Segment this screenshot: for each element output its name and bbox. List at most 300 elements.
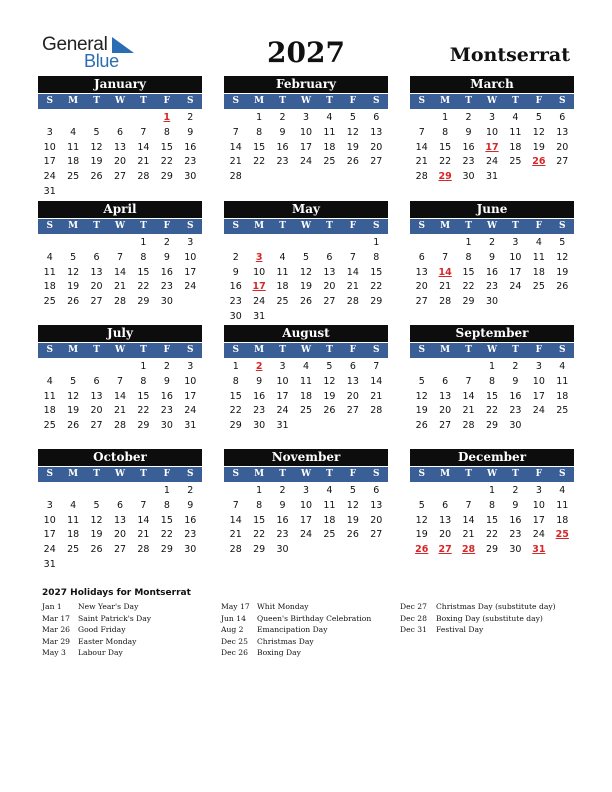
weekday-label: F [163,345,171,355]
weekday-label: T [465,96,472,106]
weekday-label: W [486,345,498,355]
day-cell: 31 [43,185,56,197]
day-cell: 30 [229,310,242,322]
weekday-label: T [326,96,333,106]
empty-cell [433,360,456,375]
weekday-label: W [486,96,498,106]
weekday-label: W [300,96,312,106]
day-cell: 1 [163,485,170,496]
holiday-name: Whit Monday [257,602,309,611]
day-cell: 16 [509,390,522,402]
holiday-name: Saint Patrick's Day [78,613,152,623]
month-header: January [38,76,202,93]
holiday-day: 3 [255,251,263,263]
day-cell: 7 [465,499,472,511]
day-cell: 10 [276,375,289,387]
day-cell: 25 [43,296,56,308]
day-cell: 22 [229,405,242,417]
day-cell: 20 [415,281,428,293]
holiday-day: 14 [438,266,452,278]
logo-blue-text: Blue [84,51,119,71]
holiday-date: Mar 26 [42,625,71,634]
day-cell: 1 [442,112,449,123]
day-cell: 7 [140,499,147,511]
weekday-label: T [93,221,100,231]
day-cell: 18 [323,141,336,153]
day-cell: 15 [485,390,499,402]
weekday-label: M [440,469,451,479]
day-cell: 23 [509,529,522,541]
day-cell: 4 [326,485,333,496]
weekday-label: T [140,469,147,479]
day-cell: 31 [253,310,266,322]
weekday-label: S [559,469,566,479]
day-cell: 15 [462,266,475,278]
day-cell: 9 [279,499,286,511]
weekday-label: F [349,345,357,355]
holiday-day: 17 [252,281,266,293]
day-cell: 7 [232,499,239,511]
empty-cell [224,236,247,251]
holiday-name: Labour Day [78,648,123,657]
day-cell: 6 [116,126,124,138]
day-cell: 12 [346,126,359,138]
day-cell: 25 [323,529,336,541]
day-cell: 24 [253,296,266,308]
empty-cell [132,111,155,126]
weekday-label: F [535,96,543,106]
empty-cell [318,236,341,251]
day-cell: 24 [509,281,522,293]
empty-cell [61,484,84,499]
day-cell: 14 [346,266,359,278]
day-cell: 7 [140,126,147,138]
day-cell: 21 [229,529,242,541]
day-cell: 28 [346,296,359,308]
day-cell: 22 [253,156,266,168]
holiday-day: 28 [461,544,476,556]
day-cell: 1 [140,237,147,248]
holiday-row [400,601,580,613]
day-cell: 7 [373,361,380,372]
day-cell: 4 [70,499,77,511]
day-cell: 16 [184,514,197,526]
holiday-row [221,601,401,613]
day-cell: 14 [113,266,127,278]
empty-cell [224,484,247,499]
holiday-name: Festival Day [436,625,484,634]
month-december [410,449,574,558]
empty-cell [410,111,433,126]
weekday-label: F [535,345,543,355]
day-cell: 13 [556,126,569,138]
empty-cell [85,236,108,251]
weekday-label: S [373,345,380,355]
day-cell: 15 [370,266,383,278]
day-cell: 29 [137,420,150,432]
weekday-label: T [326,221,333,231]
day-cell: 4 [326,112,333,123]
day-cell: 4 [535,237,542,248]
day-grid [224,111,388,185]
day-cell: 24 [276,405,289,417]
day-cell: 15 [137,390,150,402]
month-header: December [410,449,574,466]
day-cell: 2 [279,112,286,123]
holiday-row [42,647,222,659]
day-cell: 20 [439,529,452,541]
day-cell: 27 [370,529,383,541]
day-cell: 10 [184,251,197,263]
day-cell: 19 [415,529,428,541]
day-cell: 1 [140,361,147,372]
weekday-label: F [349,469,357,479]
holiday-name: Good Friday [78,625,126,634]
holiday-name: Easter Monday [78,636,137,646]
empty-cell [224,111,247,126]
day-cell: 14 [229,514,242,526]
weekday-header [224,219,388,234]
empty-cell [108,360,131,375]
empty-cell [410,360,433,375]
day-cell: 19 [346,141,359,153]
weekday-label: M [440,96,451,106]
day-cell: 16 [160,390,173,402]
day-cell: 16 [276,514,289,526]
day-cell: 18 [67,156,80,168]
day-cell: 24 [485,156,499,168]
day-cell: 18 [67,529,80,541]
day-cell: 29 [160,171,173,183]
day-cell: 12 [532,126,545,138]
day-cell: 23 [276,529,289,541]
weekday-label: T [279,345,286,355]
day-cell: 24 [299,156,313,168]
weekday-label: S [46,221,53,231]
day-cell: 18 [276,281,289,293]
day-cell: 29 [370,296,383,308]
day-cell: 20 [113,156,127,168]
day-cell: 14 [113,390,127,402]
day-cell: 18 [299,390,313,402]
empty-cell [85,360,108,375]
day-cell: 7 [232,126,239,138]
day-cell: 11 [43,266,56,278]
weekday-label: S [559,221,566,231]
day-cell: 30 [462,171,475,183]
day-cell: 22 [485,529,499,541]
day-cell: 30 [160,420,173,432]
weekday-header [38,467,202,482]
day-cell: 24 [43,544,56,556]
day-grid [38,236,202,310]
day-cell: 4 [559,361,566,372]
day-cell: 7 [116,375,124,387]
weekday-label: T [512,469,519,479]
weekday-label: M [68,221,79,231]
empty-cell [85,111,108,126]
day-cell: 14 [229,141,242,153]
empty-cell [341,236,364,251]
holiday-row [42,613,222,625]
day-cell: 7 [442,251,449,263]
day-cell: 24 [299,529,313,541]
day-cell: 1 [465,237,472,248]
day-cell: 29 [462,296,475,308]
day-cell: 27 [346,405,359,417]
empty-cell [410,236,433,251]
weekday-label: M [254,469,265,479]
weekday-label: S [46,345,53,355]
day-cell: 16 [160,266,173,278]
weekday-label: T [140,221,147,231]
day-cell: 25 [276,296,289,308]
day-cell: 8 [442,126,449,138]
day-cell: 13 [90,390,103,402]
day-cell: 15 [253,141,266,153]
day-grid [224,360,388,434]
day-cell: 27 [370,156,383,168]
day-cell: 13 [415,266,428,278]
day-cell: 13 [90,266,103,278]
day-cell: 2 [187,485,194,496]
day-cell: 31 [276,420,289,432]
day-cell: 19 [90,529,103,541]
day-cell: 5 [326,361,333,372]
holiday-date: Jun 14 [221,613,246,623]
day-cell: 22 [370,281,383,293]
empty-cell [108,236,131,251]
day-cell: 3 [302,485,310,496]
holiday-column [400,601,580,636]
weekday-label: W [486,469,498,479]
weekday-label: F [163,221,171,231]
day-grid [410,111,574,185]
day-cell: 5 [93,126,100,138]
day-cell: 3 [187,237,194,248]
holiday-day: 27 [438,544,452,556]
day-cell: 13 [370,499,383,511]
weekday-header [38,219,202,234]
day-cell: 31 [485,171,499,183]
weekday-label: S [232,96,239,106]
day-cell: 25 [532,281,545,293]
day-cell: 28 [462,420,475,432]
weekday-label: S [46,469,53,479]
day-cell: 10 [43,514,56,526]
day-cell: 18 [532,266,545,278]
holiday-date: Dec 27 [400,602,427,611]
day-cell: 10 [485,126,499,138]
day-cell: 24 [532,529,545,541]
day-cell: 10 [299,126,313,138]
day-cell: 30 [485,296,499,308]
day-cell: 4 [559,485,566,496]
day-grid [410,360,574,434]
day-cell: 13 [346,375,359,387]
empty-cell [85,484,108,499]
day-cell: 28 [415,171,428,183]
day-cell: 28 [113,420,127,432]
weekday-label: T [326,345,333,355]
weekday-header [224,343,388,358]
weekday-label: M [254,96,265,106]
day-grid [410,236,574,310]
day-cell: 19 [532,141,545,153]
weekday-label: M [440,345,451,355]
day-cell: 20 [113,529,127,541]
day-cell: 18 [323,514,336,526]
day-cell: 22 [485,405,499,417]
day-cell: 5 [535,112,542,123]
day-cell: 25 [556,405,569,417]
day-cell: 28 [137,544,150,556]
month-header: September [410,325,574,342]
day-cell: 2 [512,361,519,372]
holiday-name: New Year's Day [78,602,139,611]
weekday-label: T [279,96,286,106]
day-cell: 21 [462,405,475,417]
day-cell: 2 [187,112,194,123]
empty-cell [38,236,61,251]
day-cell: 2 [465,112,472,123]
day-cell: 23 [184,156,197,168]
weekday-label: W [114,96,126,106]
day-cell: 23 [160,281,173,293]
weekday-label: T [465,345,472,355]
day-cell: 30 [184,544,197,556]
weekday-label: S [559,345,566,355]
day-cell: 27 [113,544,127,556]
day-cell: 9 [256,375,263,387]
day-cell: 25 [509,156,522,168]
weekday-label: T [279,221,286,231]
weekday-label: S [373,96,380,106]
weekday-label: T [326,469,333,479]
weekday-label: F [349,221,357,231]
weekday-label: F [163,96,171,106]
day-cell: 30 [160,296,173,308]
day-cell: 27 [439,420,452,432]
month-july [38,325,202,434]
day-cell: 8 [140,251,147,263]
day-cell: 30 [509,544,522,556]
month-header: June [410,201,574,218]
weekday-header [38,343,202,358]
day-cell: 18 [509,141,522,153]
day-cell: 9 [488,251,496,263]
day-grid [38,111,202,200]
day-cell: 29 [253,544,266,556]
weekday-label: S [187,469,194,479]
day-cell: 12 [90,141,103,153]
day-cell: 6 [373,485,380,496]
day-cell: 18 [556,390,569,402]
day-cell: 19 [67,405,80,417]
weekday-label: S [187,345,194,355]
day-cell: 11 [67,514,80,526]
weekday-label: T [279,469,286,479]
day-cell: 28 [229,171,242,183]
day-cell: 16 [229,281,242,293]
weekday-label: W [114,345,126,355]
day-cell: 8 [163,499,170,511]
day-cell: 15 [160,514,173,526]
weekday-label: S [46,96,53,106]
day-cell: 10 [184,375,197,387]
weekday-label: M [254,345,265,355]
day-cell: 22 [137,281,150,293]
day-cell: 27 [90,420,103,432]
day-cell: 5 [70,251,77,263]
day-cell: 24 [532,405,545,417]
day-cell: 12 [323,375,336,387]
day-cell: 13 [370,126,383,138]
empty-cell [271,236,294,251]
day-cell: 9 [232,266,239,278]
weekday-label: M [68,96,79,106]
day-cell: 11 [323,126,336,138]
day-cell: 25 [43,420,56,432]
day-cell: 13 [113,141,127,153]
day-cell: 14 [462,514,475,526]
day-cell: 11 [43,390,56,402]
day-cell: 12 [67,390,80,402]
holiday-row [42,624,222,636]
weekday-label: S [232,221,239,231]
weekday-header [224,467,388,482]
weekday-label: M [68,345,79,355]
day-cell: 6 [326,251,333,263]
holiday-date: Dec 28 [400,613,427,623]
holiday-row [221,613,401,625]
empty-cell [108,484,131,499]
day-grid [410,484,574,558]
day-cell: 17 [532,390,545,402]
day-cell: 12 [299,266,313,278]
day-cell: 28 [229,544,242,556]
day-cell: 3 [535,361,542,372]
day-cell: 3 [488,112,496,123]
weekday-label: F [349,96,357,106]
month-august [224,325,388,434]
holiday-date: Dec 26 [221,648,248,657]
weekday-label: S [418,221,425,231]
holidays-title: 2027 Holidays for Montserrat [42,588,191,598]
day-cell: 19 [299,281,313,293]
day-cell: 27 [556,156,569,168]
day-cell: 30 [253,420,266,432]
holiday-name: Queen's Birthday Celebration [257,613,372,623]
day-cell: 16 [253,390,266,402]
day-cell: 17 [184,390,197,402]
day-cell: 2 [488,237,496,248]
day-cell: 22 [160,529,173,541]
day-cell: 5 [418,499,425,511]
holiday-date: Dec 25 [221,636,248,646]
day-cell: 11 [323,499,336,511]
holiday-name: Christmas Day [257,636,314,646]
day-cell: 12 [346,499,359,511]
day-cell: 20 [370,141,383,153]
day-cell: 6 [373,112,380,123]
day-cell: 24 [43,171,56,183]
day-cell: 9 [163,375,170,387]
day-cell: 16 [184,141,197,153]
day-cell: 4 [302,361,310,372]
day-cell: 11 [556,375,569,387]
day-cell: 17 [276,390,289,402]
